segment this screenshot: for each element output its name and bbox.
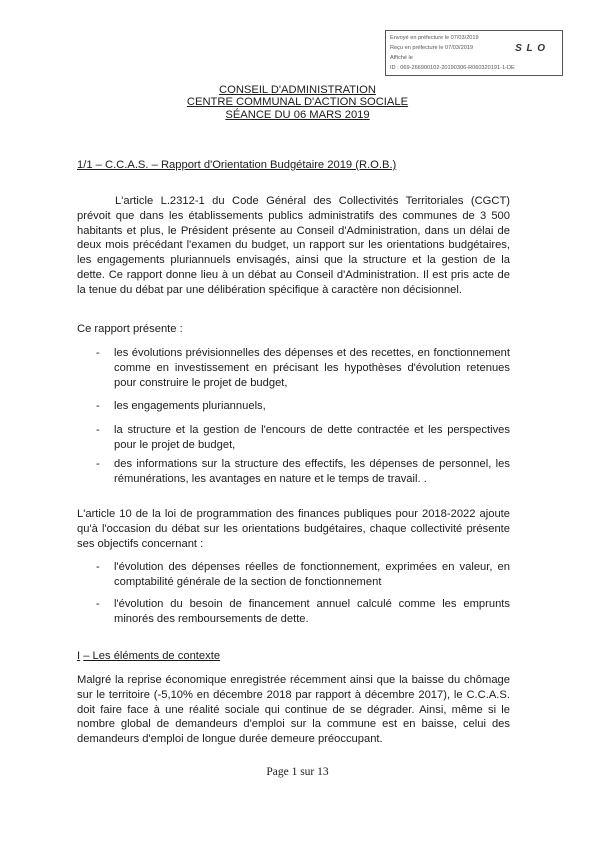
context-paragraph: Malgré la reprise économique enregistrée récemment ainsi que la baisse du chômage sur le territoire (-5,10% en décembre 2018 par rapport à décembre 2017), le C.C.A.S. doit faire face à une réalité sociale qui continue de se dégrader. Ainsi, même si le nombre global de demandeurs d'emploi sur la commune est en baisse, celui des demandeurs d'emploi de longue durée demeure préoccupant.	[77, 674, 510, 746]
page-footer: Page 1 sur 13	[266, 766, 329, 778]
list-dash: -	[96, 400, 100, 412]
prefecture-stamp	[385, 30, 563, 76]
stamp-posted-line: Affiché le	[390, 55, 413, 61]
list-item	[77, 423, 510, 453]
context-title-text: – Les éléments de contexte	[83, 650, 221, 662]
list-item	[77, 597, 510, 627]
list-item	[77, 560, 510, 590]
intro-paragraph: L'article L.2312-1 du Code Général des Collectivités Territoriales (CGCT) prévoit que dans les établissements publics administratifs des communes de 3 500 habitants et plus, le Président présente au Conseil d'Administration, dans un délai de deux mois précédant l'examen du budget, un rapport sur les orientations budgétaires, les engagements pluriannuels envisagés, ainsi que la structure et la gestion de la dette. Ce rapport donne lieu à un débat au Conseil d'Administration. Il est pris acte de la tenue du débat par une délibération spécifique à caractère non décisionnel.	[77, 195, 510, 296]
header-conseil: CONSEIL D'ADMINISTRATION	[219, 84, 376, 96]
list-dash: -	[96, 561, 100, 573]
list-item-text: la structure et la gestion de l'encours de dette contractée et les perspectives pour le projet de budget,	[114, 424, 510, 451]
list-item	[77, 457, 510, 487]
context-title-num: I	[77, 650, 81, 662]
list-item	[77, 346, 510, 390]
context-title	[77, 649, 510, 664]
rapport-intro: Ce rapport présente :	[77, 323, 183, 335]
stamp-received-line: Reçu en préfecture le 07/03/2019	[390, 45, 474, 51]
list-dash: -	[96, 347, 100, 359]
stamp-sent-line: Envoyé en préfecture le 07/03/2019	[390, 35, 479, 41]
list-dash: -	[96, 598, 100, 610]
list-item-text: des informations sur la structure des effectifs, les dépenses de personnel, les rémunérations, les avantages en nature et le temps de travail. .	[114, 458, 510, 485]
list-item-text: l'évolution du besoin de financement annuel calculé comme les emprunts minorés des remboursements de dette.	[114, 598, 510, 625]
list-item-text: l'évolution des dépenses réelles de fonctionnement, exprimées en valeur, en comptabilité générale de la section de fonctionnement	[114, 561, 510, 588]
list-item	[77, 399, 510, 414]
list-item-text: les évolutions prévisionnelles des dépenses et des recettes, en fonctionnement comme en investissement en précisant les hypothèses d'évolution retenues pour construire le projet de budget,	[114, 347, 510, 389]
list-item-text: les engagements pluriannuels,	[114, 400, 266, 412]
list-dash: -	[96, 424, 100, 436]
list-dash: -	[96, 458, 100, 470]
header-ccas: CENTRE COMMUNAL D'ACTION SOCIALE	[186, 96, 409, 109]
section-title: 1/1 – C.C.A.S. – Rapport d'Orientation Budgétaire 2019 (R.O.B.)	[77, 159, 397, 171]
loi-paragraph: L'article 10 de la loi de programmation des finances publiques pour 2018-2022 ajoute qu'à l'occasion du débat sur les orientations budgétaires, chaque collectivité présente ses objectifs concernant :	[77, 508, 510, 550]
stamp-id-line: ID : 069-266900102-20190306-R060320191-1-DE	[390, 65, 515, 71]
stamp-signature: S L O	[515, 43, 546, 54]
header-seance: SÉANCE DU 06 MARS 2019	[225, 108, 370, 121]
document-header	[0, 84, 595, 121]
